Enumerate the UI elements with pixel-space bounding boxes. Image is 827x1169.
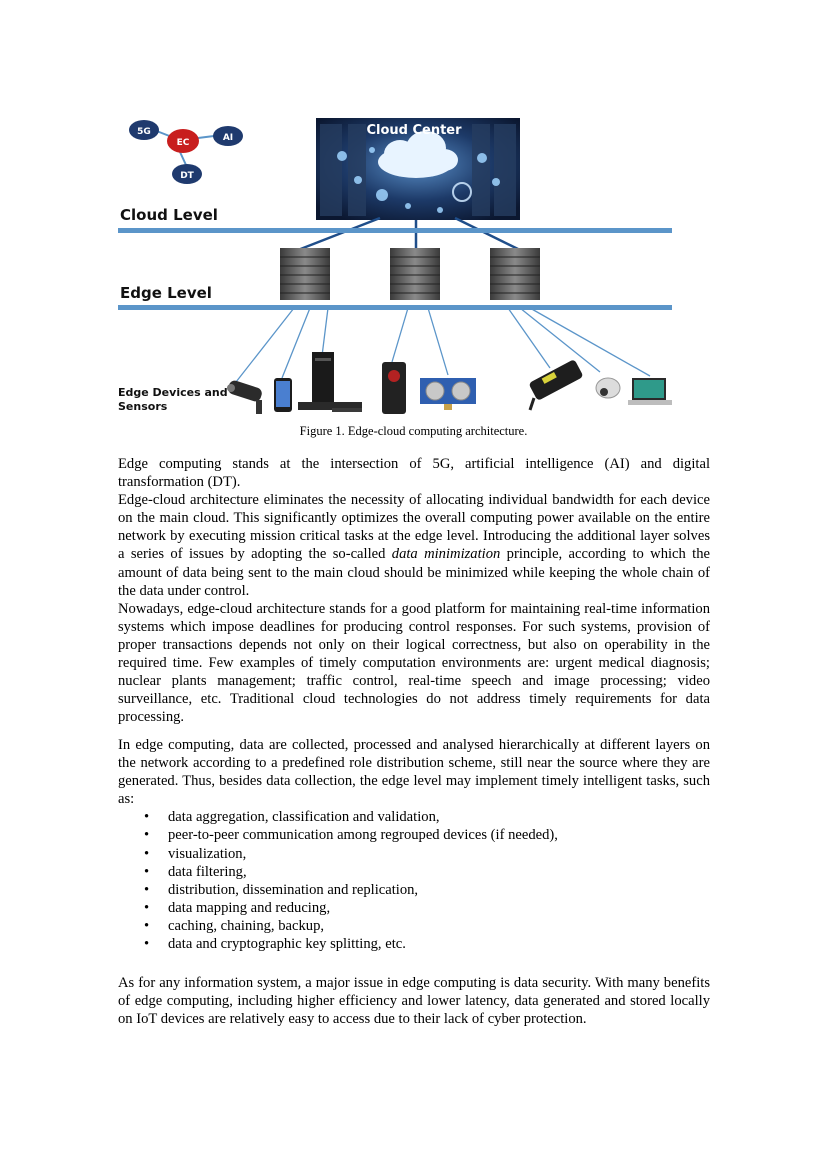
task-list (118, 808, 710, 953)
node-ec-label: EC (176, 138, 190, 148)
paragraph-real-time: Nowadays, edge-cloud architecture stands for a good platform for maintaining real-time information systems which impose deadlines for producing control responses. For such systems, provision of proper transactions depends not only on their logical correctness, but also on operability in the required time. Few examples of timely computation environments are: urgent medical diagnosis; nuclear plants management; traffic control, real-time speech and image processing; video surveillance, etc. Traditional cloud technologies do not address timely requirements for data processing. (118, 600, 710, 726)
paragraph-hierarchical: In edge computing, data are collected, processed and analysed hierarchically at different layers on the network according to a predefined role distribution scheme, still near the source where they are generated. Thus, besides data collection, the edge level may implement timely intelligent tasks, such as: (118, 737, 710, 808)
edge-server-1 (280, 248, 330, 300)
edge-devices-label-line2: Sensors (118, 400, 168, 413)
dome-camera-icon (596, 378, 620, 398)
legend-link-ec-dt (180, 152, 186, 165)
list-item: • caching, chaining, backup, (118, 917, 710, 935)
node-dt-label: DT (180, 171, 194, 181)
list-item: • visualization, (118, 845, 710, 863)
cloud-center-label: Cloud Center (366, 123, 462, 138)
edge-level-label: Edge Level (120, 284, 212, 302)
list-item: • data and cryptographic key splitting, etc. (118, 935, 710, 953)
list-item: • data mapping and reducing, (118, 899, 710, 917)
body-section-1 (118, 455, 710, 726)
cloud-edge-links (298, 218, 520, 250)
legend-link-ec-ai (198, 136, 214, 138)
list-item: • peer-to-peer communication among regrouped devices (if needed), (118, 826, 710, 844)
paragraph-intro: Edge computing stands at the intersection of 5G, artificial intelligence (AI) and digital transformation (DT). (118, 456, 710, 491)
paragraph-architecture-text-b: principle, according to which the amount of data being sent to the main cloud should be minimized while keeping the whole chain of the data under control. (118, 546, 711, 599)
ultrasonic-sensor-icon (420, 378, 476, 410)
edge-server-2 (390, 248, 440, 300)
paragraph-security: As for any information system, a major issue in edge computing is data security. With many benefits of edge computing, including higher efficiency and lower latency, data generated and stored locally on IoT devices are relatively easy to access due to their lack of cyber protection. (118, 975, 710, 1028)
security-camera-icon (227, 379, 264, 414)
edge-level-bar (118, 305, 672, 310)
smartphone-icon (274, 378, 292, 412)
list-item: • data filtering, (118, 863, 710, 881)
body-section-2 (118, 736, 710, 953)
architecture-figure (110, 110, 680, 425)
node-ai-label: AI (222, 133, 234, 143)
laptop-icon (628, 378, 672, 405)
body-section-3 (118, 974, 710, 1028)
legend-diagram (129, 120, 243, 184)
cloud-center-image (316, 118, 520, 220)
emphasis-data-minimization: data minimization (391, 546, 501, 563)
edge-server-3 (490, 248, 540, 300)
node-5g-label: 5G (137, 127, 151, 137)
photoelectric-sensor-icon (382, 362, 406, 414)
paragraph-architecture (118, 491, 710, 600)
fiber-amplifier-sensor-icon (528, 359, 583, 410)
desktop-computer-icon (298, 352, 362, 412)
edge-devices-label-line1: Edge Devices and (118, 386, 228, 399)
cloud-level-label: Cloud Level (120, 206, 218, 224)
cloud-level-bar (118, 228, 672, 233)
edge-devices (227, 352, 672, 414)
figure-caption: Figure 1. Edge-cloud computing architecture. (299, 424, 528, 438)
paragraph-architecture-text-a: Edge-cloud architecture eliminates the necessity of allocating individual bandwidth for each device on the main cloud. This significantly optimizes the overall computing power available on the entire network by executing mission critical tasks at the edge level. Introducing the additional layer solves a series of issues by adopting the so-called (118, 492, 710, 563)
edge-device-links (236, 308, 650, 382)
list-item: • distribution, dissemination and replication, (118, 881, 710, 899)
list-item: • data aggregation, classification and validation, (118, 808, 710, 826)
